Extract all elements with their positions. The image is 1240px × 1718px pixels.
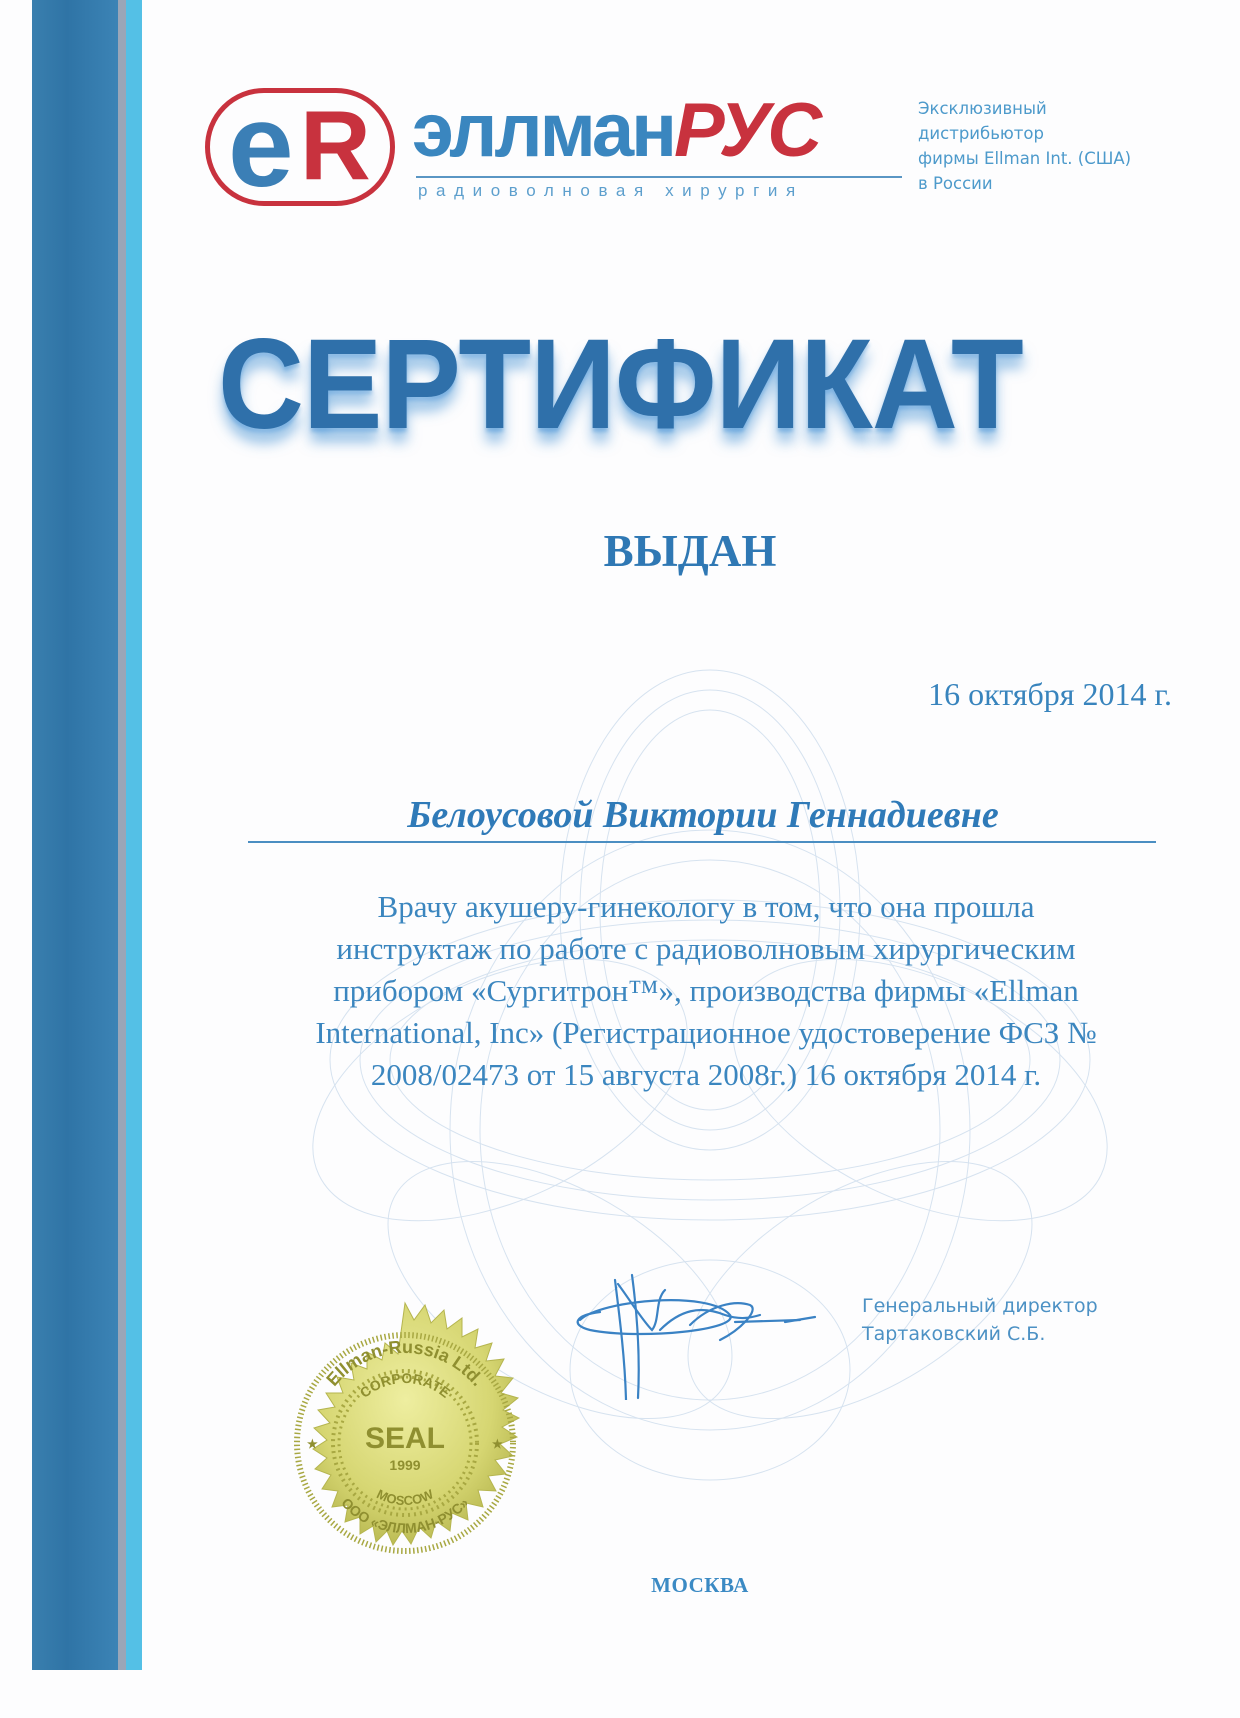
brand-logo-badge: [205, 80, 395, 212]
signatory-position: Генеральный директор: [862, 1295, 1098, 1317]
seal-center-text: SEAL: [364, 1422, 446, 1455]
distributor-note: [918, 96, 1131, 196]
brand-name: [412, 86, 819, 176]
seal-inner-bottom-text: MOSCOW: [374, 1486, 436, 1509]
left-stripe-dark: [32, 0, 120, 1670]
brand-divider: [416, 176, 902, 178]
brand-tagline: радиоволновая хирургия: [418, 181, 804, 200]
seal-year: 1999: [389, 1457, 421, 1473]
brand-name-red: РУС: [674, 88, 820, 173]
left-stripe-gray: [118, 0, 126, 1670]
body-line: прибором «Сургитрон™», производства фирмы «Ellman: [333, 973, 1079, 1008]
certificate-title: СЕРТИФИКАТ: [218, 313, 1023, 456]
logo-letter-r: R: [300, 90, 371, 200]
logo-letter-e: e: [228, 80, 290, 212]
seal-outer-bottom-text: ООО «ЭЛЛМАН-РУС»: [338, 1494, 472, 1537]
distributor-line: фирмы Ellman Int. (США): [918, 149, 1132, 168]
signature-scribble: [560, 1260, 860, 1400]
distributor-line: в России: [918, 174, 993, 193]
issued-label: ВЫДАН: [603, 526, 777, 576]
distributor-line: Эксклюзивный: [918, 99, 1047, 118]
certificate-body: [226, 886, 1186, 1096]
body-line: International, Inc» (Регистрационное удостоверение ФСЗ №: [315, 1015, 1097, 1050]
seal-inner-top-text: CORPORATE: [356, 1369, 454, 1401]
left-stripe-light: [126, 0, 142, 1670]
signatory-name: Тартаковский С.Б.: [862, 1323, 1046, 1345]
recipient-name: Белоусовой Виктории Геннадиевне: [407, 794, 999, 836]
city-label: МОСКВА: [651, 1573, 749, 1597]
issue-date: 16 октября 2014 г.: [928, 676, 1172, 712]
signatory-block: [862, 1292, 1098, 1348]
brand-name-blue: эллман: [412, 88, 675, 173]
distributor-line: дистрибьютор: [918, 124, 1044, 143]
body-line: 2008/02473 от 15 августа 2008г.) 16 октября 2014 г.: [370, 1057, 1042, 1092]
star-icon: ★: [492, 1437, 503, 1451]
corporate-seal: [260, 1298, 550, 1588]
body-line: Врачу акушеру-гинекологу в том, что она прошла: [377, 889, 1035, 924]
star-icon: ★: [307, 1437, 318, 1451]
recipient-underline: [248, 841, 1156, 843]
seal-outer-top-text: Ellman-Russia Ltd.: [322, 1336, 488, 1390]
body-line: инструктаж по работе с радиоволновым хирургическим: [336, 931, 1076, 966]
